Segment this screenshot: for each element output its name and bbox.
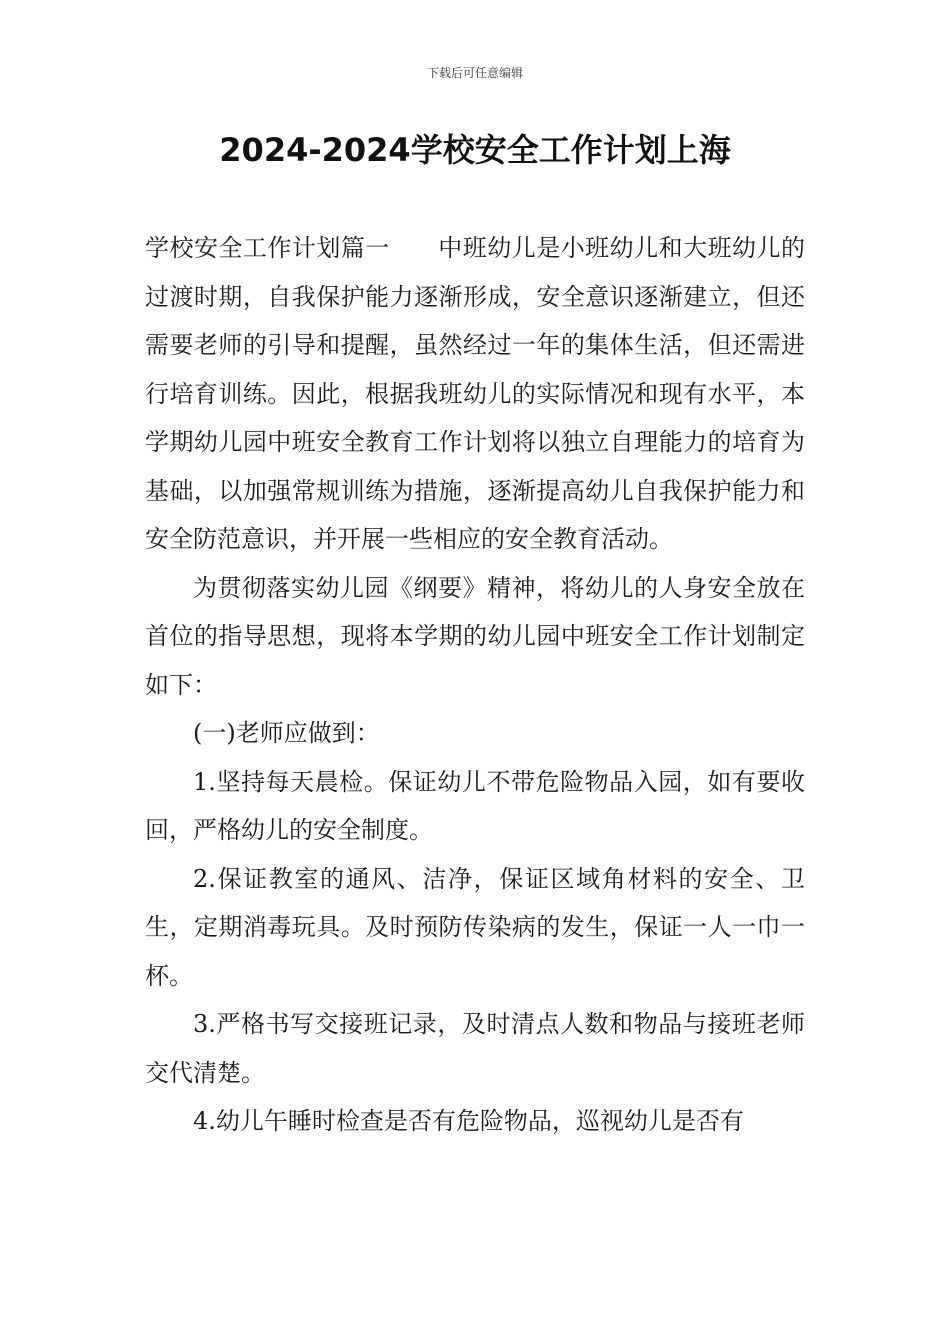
intro-text: 中班幼儿是小班幼儿和大班幼儿的过渡时期，自我保护能力逐渐形成，安全意识逐渐建立，但还需要老师的引导和提醒，虽然经过一年的集体生活，但还需进行培育训练。因此，根据我班幼儿的实际情况和现有水平，本学期幼儿园中班安全教育工作计划将以独立自理能力的培育为基础，以加强常规训练为措施，逐渐提高幼儿自我保护能力和安全防范意识，并开展一些相应的安全教育活动。 [145,234,806,553]
body-paragraph-1: 为贯彻落实幼儿园《纲要》精神，将幼儿的人身安全放在首位的指导思想，现将本学期的幼儿园中班安全工作计划制定如下： [145,573,805,699]
section-heading: 学校安全工作计划篇一 [145,234,390,262]
document-title: 2024-2024学校安全工作计划上海 [219,131,731,169]
intro-paragraph [145,224,805,564]
document-body [145,224,805,1146]
body-paragraph-2: (一)老师应做到： [193,719,380,747]
header-note: 下载后可任意编辑 [426,66,523,80]
body-paragraph-5: 3.严格书写交接班记录，及时清点人数和物品与接班老师交代清楚。 [145,1010,805,1087]
body-paragraph-6: 4.幼儿午睡时检查是否有危险物品，巡视幼儿是否有 [193,1107,744,1135]
body-paragraph-4: 2.保证教室的通风、洁净，保证区域角材料的安全、卫生，定期消毒玩具。及时预防传染病的发生，保证一人一巾一杯。 [145,864,805,990]
body-paragraph-3: 1.坚持每天晨检。保证幼儿不带危险物品入园，如有要收回，严格幼儿的安全制度。 [145,767,805,844]
